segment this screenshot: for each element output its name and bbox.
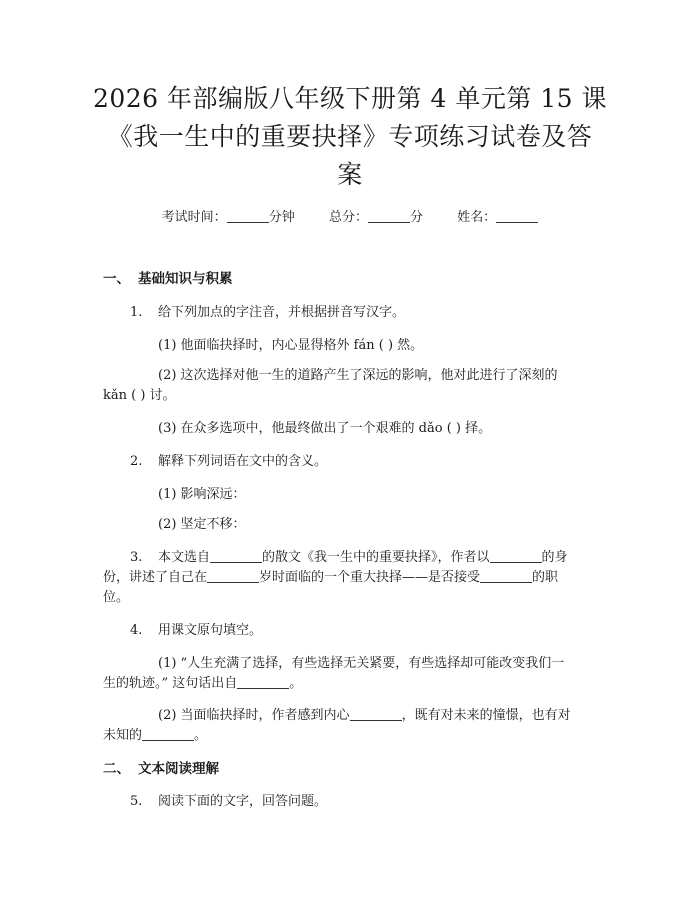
question-text: 解释下列词语在文中的含义。 <box>158 454 328 469</box>
name-blank <box>496 208 538 223</box>
question-text: 给下列加点的字注音，并根据拼音写汉字。 <box>158 305 406 320</box>
q3-text-3: 的身 <box>541 550 568 565</box>
answer-blank <box>207 568 259 583</box>
q4-sub2-text-2: ，既有对未来的憧憬，也有对 <box>401 708 571 723</box>
q4-sub2-text: (2) 当面临抉择时，作者感到内心 <box>158 708 350 723</box>
question-2-sub-1: (1) 影响深远： <box>158 487 246 502</box>
answer-blank <box>142 726 194 741</box>
answer-blank <box>210 548 262 563</box>
question-3-cont <box>103 566 558 585</box>
time-blank <box>227 208 269 223</box>
score-label: 总分： <box>328 210 368 225</box>
q4-sub1-end: 。 <box>289 676 303 691</box>
question-3 <box>130 546 568 565</box>
question-4-sub-2 <box>158 704 571 723</box>
question-number: 2. <box>130 454 143 469</box>
section-number: 二、 <box>103 761 130 777</box>
q4-sub2-end: 。 <box>194 728 208 743</box>
answer-blank <box>237 674 289 689</box>
title-line-3: 案 <box>337 160 363 189</box>
q3-text-4: 份，讲述了自己在 <box>103 570 208 585</box>
time-unit: 分钟 <box>268 210 295 225</box>
q3-text-6: 的职 <box>532 570 559 585</box>
q3-text-2: 的散文《我一生中的重要抉择》，作者以 <box>262 550 490 565</box>
question-number: 1. <box>130 305 143 320</box>
question-number: 5. <box>130 794 143 809</box>
question-text: 用课文原句填空。 <box>158 623 263 638</box>
page-title <box>80 80 620 194</box>
time-label: 考试时间： <box>161 210 227 225</box>
question-3-cont-2: 位。 <box>103 590 130 605</box>
answer-blank <box>350 706 402 721</box>
name-label: 姓名： <box>457 210 497 225</box>
score-unit: 分 <box>410 210 424 225</box>
q4-sub2-text-3: 未知的 <box>103 728 143 743</box>
question-2 <box>130 450 327 469</box>
score-blank <box>368 208 410 223</box>
section-number: 一、 <box>103 271 130 287</box>
question-5 <box>130 790 327 809</box>
answer-blank <box>480 568 532 583</box>
answer-blank <box>490 548 542 563</box>
q4-sub1-text: 生的轨迹。” 这句话出自 <box>103 676 238 691</box>
question-4-sub-1: (1) “人生充满了选择，有些选择无关紧要，有些选择却可能改变我们一 <box>158 656 565 671</box>
question-number: 4. <box>130 623 143 638</box>
section-heading-1 <box>103 267 233 287</box>
question-text: 阅读下面的文字，回答问题。 <box>158 794 328 809</box>
section-title: 文本阅读理解 <box>138 761 219 777</box>
question-4-sub-2-cont <box>103 724 207 743</box>
q3-text-5: 岁时面临的一个重大抉择——是否接受 <box>259 570 481 585</box>
question-4-sub-1-cont <box>103 672 302 691</box>
title-line-2: 《我一生中的重要抉择》专项练习试卷及答 <box>107 122 593 151</box>
question-2-sub-2: (2) 坚定不移： <box>158 517 246 532</box>
question-1-sub-1: (1) 他面临抉择时，内心显得格外 fán ( ) 然。 <box>158 338 424 353</box>
section-title: 基础知识与积累 <box>138 271 233 287</box>
question-1 <box>130 301 405 320</box>
title-line-1: 2026 年部编版八年级下册第 4 单元第 15 课 <box>92 84 608 113</box>
question-1-sub-3: (3) 在众多选项中，他最终做出了一个艰难的 dǎo ( ) 择。 <box>158 421 492 436</box>
question-4 <box>130 619 262 638</box>
question-1-sub-2-cont: kǎn ( ) 讨。 <box>103 388 176 403</box>
question-1-sub-2: (2) 这次选择对他一生的道路产生了深远的影响，他对此进行了深刻的 <box>158 368 558 383</box>
exam-meta <box>0 206 700 225</box>
question-number: 3. <box>130 550 143 565</box>
section-heading-2 <box>103 757 219 777</box>
q3-text-1: 本文选自 <box>158 550 211 565</box>
